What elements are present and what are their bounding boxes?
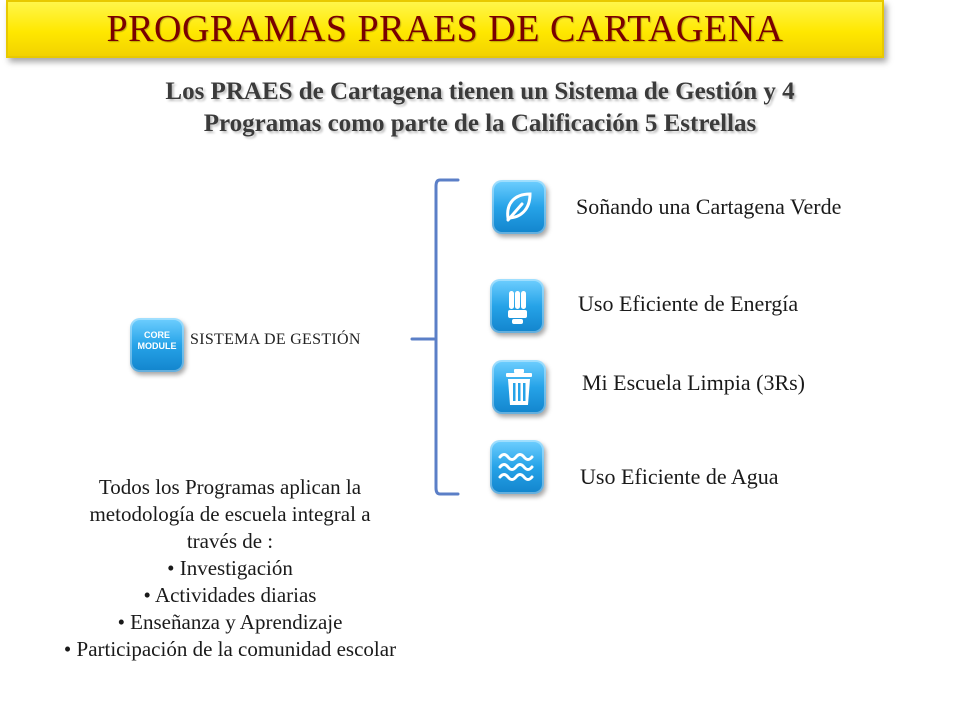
note-bullet-ensenanza: • Enseñanza y Aprendizaje — [117, 610, 343, 634]
title-banner — [6, 0, 884, 58]
note-line-2: metodología de escuela integral a — [89, 502, 371, 526]
program-label-limpia: Mi Escuela Limpia (3Rs) — [582, 370, 806, 395]
lightbulb-icon — [490, 279, 544, 333]
leaf-icon — [492, 180, 546, 234]
core-module-icon — [130, 318, 184, 372]
page-title: PROGRAMAS PRAES DE CARTAGENA — [106, 8, 784, 50]
bracket — [436, 180, 458, 494]
core-module-text — [136, 330, 178, 352]
trash-can-icon — [492, 360, 546, 414]
subtitle — [40, 76, 920, 140]
note-bullet-participacion: • Participación de la comunidad escolar — [63, 637, 397, 661]
methodology-note — [0, 474, 460, 663]
core-icon-line-2: MODULE — [137, 341, 177, 351]
core-icon-line-1: CORE — [143, 330, 170, 340]
note-line-1: Todos los Programas aplican la — [98, 475, 362, 499]
note-bullet-actividades: • Actividades diarias — [143, 583, 317, 607]
sistema-gestion-label: SISTEMA DE GESTIÓN — [190, 331, 361, 348]
water-waves-icon — [490, 440, 544, 494]
subtitle-line-1: Los PRAES de Cartagena tienen un Sistema de Gestión y 4 — [165, 78, 795, 105]
subtitle-line-2: Programas como parte de la Calificación 5 Estrellas — [203, 110, 757, 137]
program-label-energia: Uso Eficiente de Energía — [578, 291, 799, 316]
program-label-verde: Soñando una Cartagena Verde — [576, 194, 842, 219]
note-line-3: través de : — [186, 529, 274, 553]
program-label-agua: Uso Eficiente de Agua — [580, 464, 779, 489]
note-bullet-investigacion: • Investigación — [167, 556, 293, 580]
